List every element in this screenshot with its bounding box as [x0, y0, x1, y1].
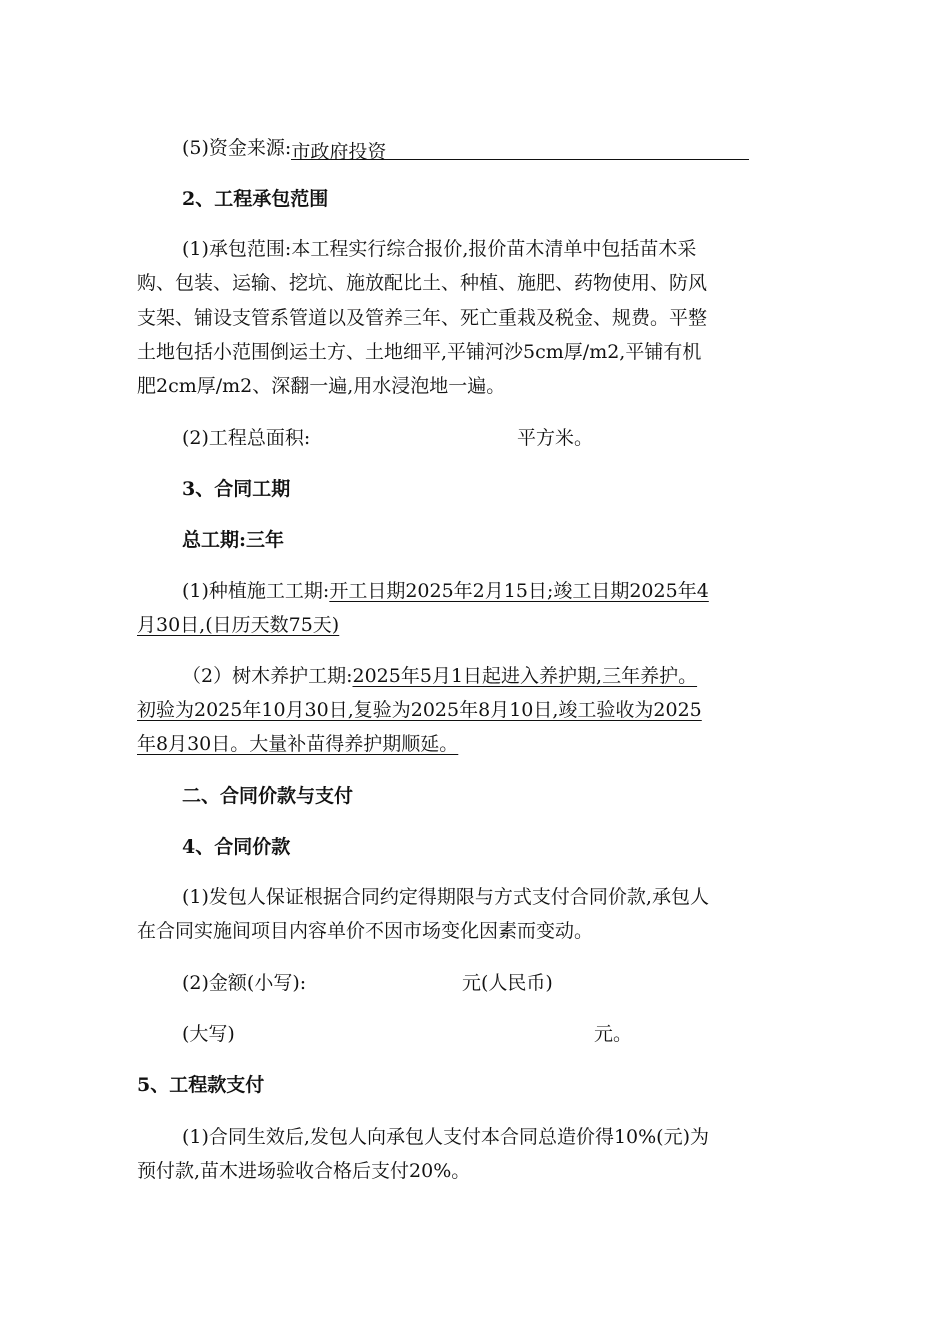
- scope-line-3: 支架、铺设支管系管道以及管养三年、死亡重栽及税金、规费。平整: [137, 307, 708, 329]
- scope-line-2: 购、包装、运输、挖坑、施放配比土、种植、施肥、药物使用、防风: [137, 272, 708, 294]
- planting-period-label: (1)种植施工工期:: [182, 580, 330, 602]
- funding-source-line: [182, 135, 749, 161]
- payment-line-1: (1)合同生效后,发包人向承包人支付本合同总造价得10%(元)为: [182, 1126, 710, 1148]
- funding-label: (5)资金来源:: [182, 137, 292, 159]
- section-2-heading: 2、工程承包范围: [182, 188, 329, 210]
- price-line-1: (1)发包人保证根据合同约定得期限与方式支付合同价款,承包人: [182, 886, 709, 908]
- amount-big-unit: 元。: [594, 1023, 633, 1045]
- amount-small-unit: 元(人民币): [462, 972, 553, 994]
- scope-line-1: (1)承包范围:本工程实行综合报价,报价苗木清单中包括苗木采: [182, 238, 697, 260]
- section-5-heading: 5、工程款支付: [137, 1074, 265, 1096]
- planting-period-value-2: 月30日,(日历天数75天): [137, 614, 340, 636]
- part-2-heading: 二、合同价款与支付: [182, 785, 354, 807]
- section-3-heading: 3、合同工期: [182, 478, 291, 500]
- maintenance-period-label: （2）树木养护工期:: [182, 665, 353, 687]
- section-4-heading: 4、合同价款: [182, 836, 291, 858]
- maintenance-period-value-1: 2025年5月1日起进入养护期,三年养护。: [352, 665, 698, 687]
- area-label: (2)工程总面积:: [182, 427, 311, 449]
- scope-line-5: 肥2cm厚/m2、深翻一遍,用水浸泡地一遍。: [137, 375, 506, 397]
- maintenance-period-value-3: 年8月30日。大量补苗得养护期顺延。: [137, 733, 459, 755]
- planting-period-line-1: [182, 578, 709, 604]
- amount-small-label: (2)金额(小写):: [182, 972, 307, 994]
- funding-value-field: [291, 139, 749, 163]
- payment-line-2: 预付款,苗木进场验收合格后支付20%。: [137, 1160, 471, 1182]
- maintenance-period-value-2: 初验为2025年10月30日,复验为2025年8月10日,竣工验收为2025: [137, 699, 702, 721]
- area-unit: 平方米。: [517, 427, 594, 449]
- planting-period-value-1: 开工日期2025年2月15日;竣工日期2025年4: [329, 580, 709, 602]
- price-line-2: 在合同实施间项目内容单价不因市场变化因素而变动。: [137, 920, 594, 942]
- total-period: 总工期:三年: [182, 529, 285, 551]
- maintenance-period-line-1: [182, 663, 697, 689]
- amount-big-label: (大写): [182, 1023, 235, 1045]
- scope-line-4: 土地包括小范围倒运土方、土地细平,平铺河沙5cm厚/m2,平铺有机: [137, 341, 702, 363]
- funding-value: 市政府投资: [291, 141, 387, 163]
